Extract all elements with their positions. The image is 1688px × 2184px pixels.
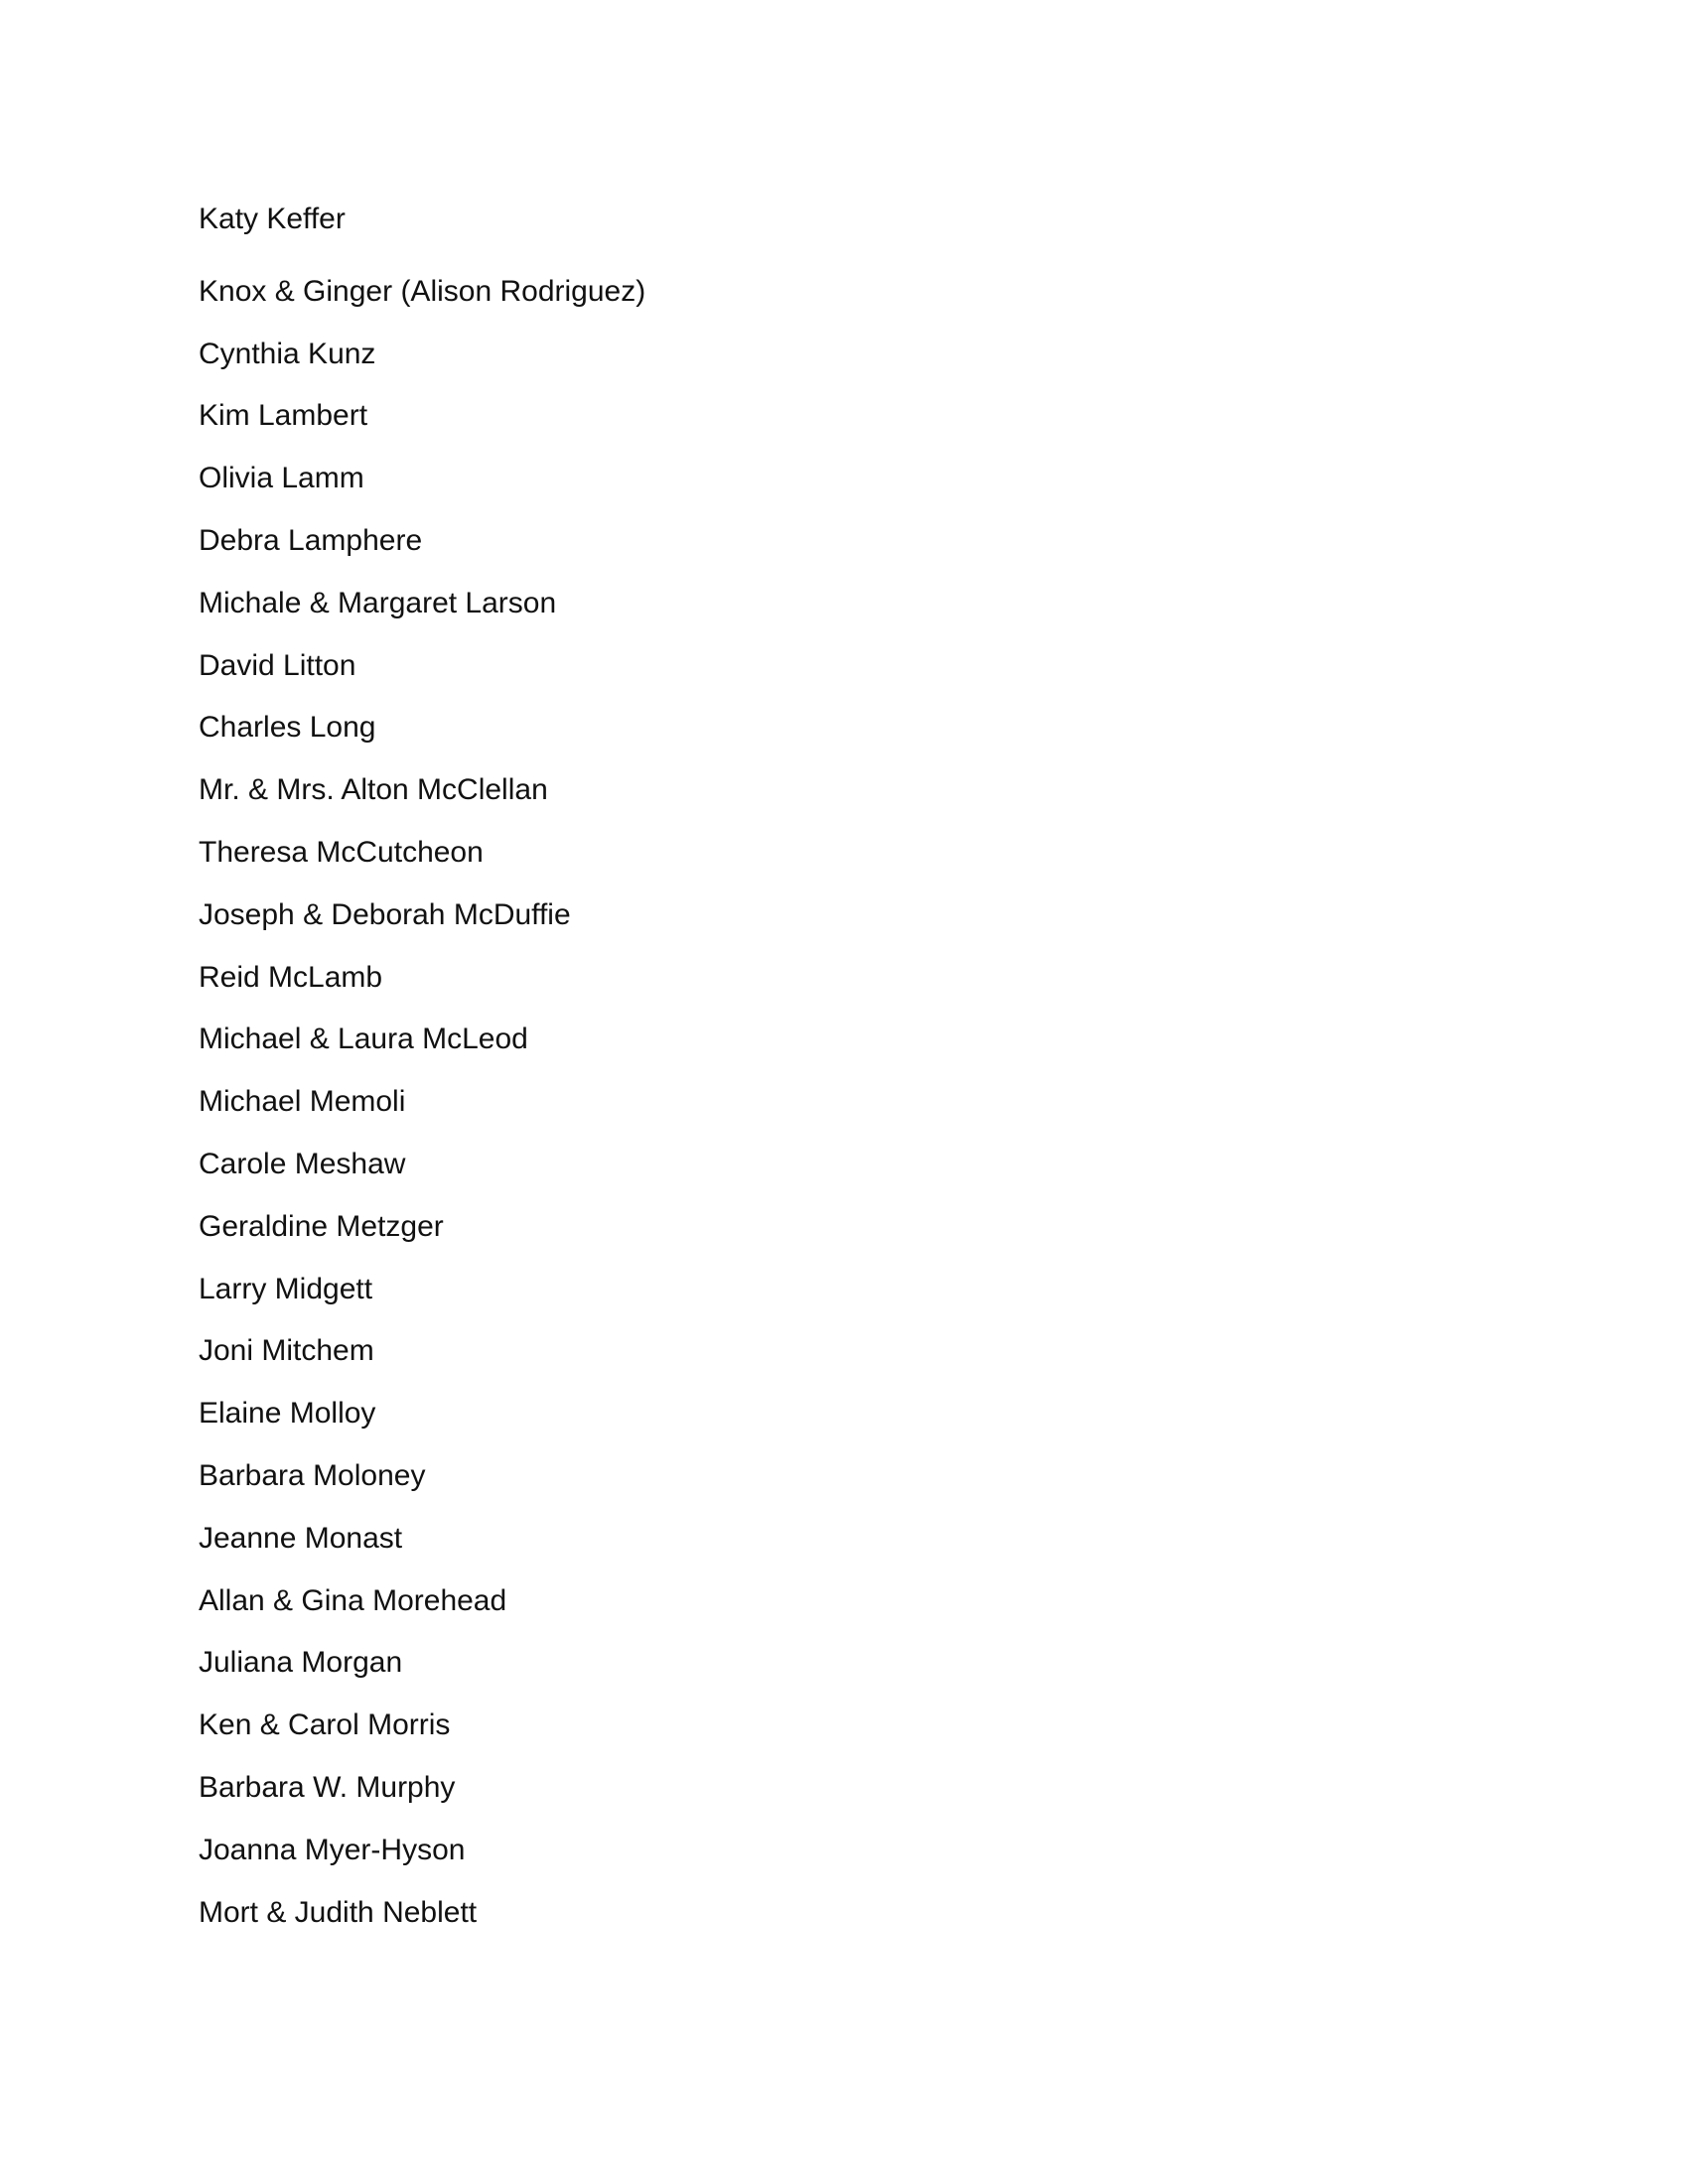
list-item: Joseph & Deborah McDuffie [199,897,571,931]
list-item: Charles Long [199,711,376,745]
list-item: Carole Meshaw [199,1147,406,1180]
list-item: Olivia Lamm [199,462,364,495]
list-item: Michael Memoli [199,1085,406,1119]
list-item: Geraldine Metzger [199,1209,444,1243]
list-item: Joni Mitchem [199,1334,374,1368]
list-item: Knox & Ginger (Alison Rodriguez) [199,274,646,308]
list-item: Debra Lamphere [199,523,423,557]
list-item: Katy Keffer [199,203,346,235]
list-item: Michael & Laura McLeod [199,1023,528,1056]
name-list [199,199,645,1944]
list-item: David Litton [199,648,356,682]
list-item: Joanna Myer-Hyson [199,1833,466,1866]
list-item: Cynthia Kunz [199,337,376,370]
list-item: Jeanne Monast [199,1521,403,1555]
list-item: Michale & Margaret Larson [199,586,557,619]
list-item: Barbara Moloney [199,1458,426,1492]
list-item: Juliana Morgan [199,1646,403,1680]
list-item: Theresa McCutcheon [199,835,484,869]
list-item: Mr. & Mrs. Alton McClellan [199,773,548,807]
list-item: Allan & Gina Morehead [199,1583,507,1617]
list-item: Ken & Carol Morris [199,1708,451,1742]
list-item: Larry Midgett [199,1272,373,1305]
list-item: Elaine Molloy [199,1397,376,1431]
list-item: Barbara W. Murphy [199,1770,456,1804]
list-item: Reid McLamb [199,960,383,994]
list-item: Mort & Judith Neblett [199,1895,478,1929]
list-item: Kim Lambert [199,399,368,433]
